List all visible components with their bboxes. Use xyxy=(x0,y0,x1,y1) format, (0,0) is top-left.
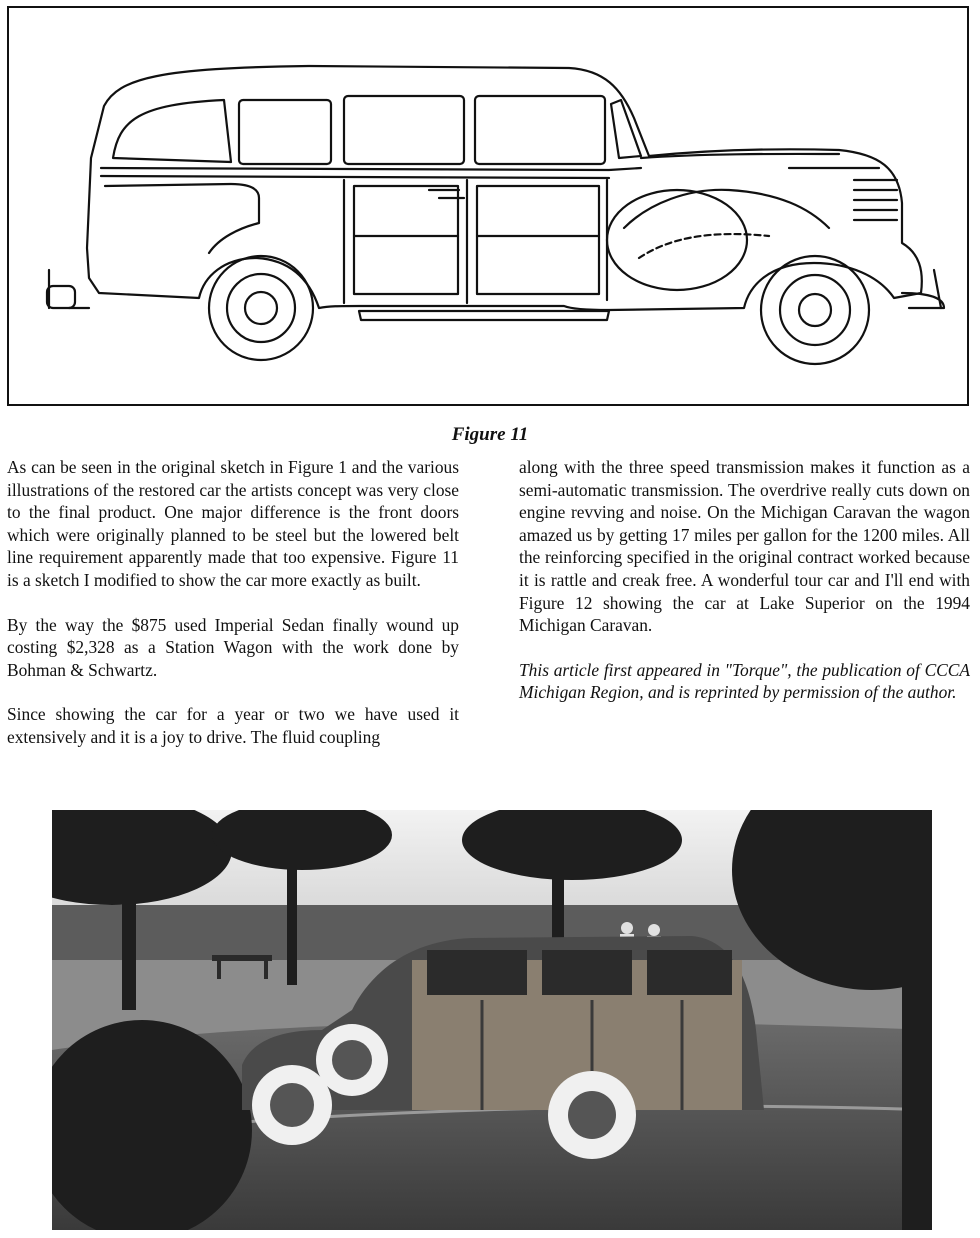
left-text-column xyxy=(7,456,459,771)
body-outline xyxy=(87,66,922,310)
reprint-note: This article first appeared in "Torque", the publication of CCCA Michigan Region, and is reprinted by permission of the author. xyxy=(519,659,970,703)
right-text-column xyxy=(519,456,970,726)
paragraph: By the way the $875 used Imperial Sedan finally wound up costing $2,328 as a Station Wagon with the work done by Bohman & Schwartz. xyxy=(7,614,459,680)
paragraph: along with the three speed transmission makes it function as a semi-automatic transmission. The overdrive really cuts down on engine revving and noise. On the Michigan Caravan the wagon amazed us by getting 17 miles per gallon for the 1200 miles. All the reinforcing specified in the original contract worked because it is rattle and creak free. A wonderful tour car and I'll end with Figure 12 showing the car at Lake Superior on the 1994 Michigan Caravan. xyxy=(519,457,970,636)
figure-caption: Figure 11 xyxy=(451,424,529,445)
paragraph: As can be seen in the original sketch in Figure 1 and the various illustrations of the restored car the artists concept was very close to the final product. One major difference is the front doors which were originally planned to be steel but the lowered belt line requirement apparently made that too expensive. Figure 11 is a sketch I modified to show the car more exactly as built. xyxy=(7,457,459,590)
figure-12-photo xyxy=(52,810,932,1230)
station-wagon-sketch xyxy=(9,8,967,404)
paragraph: Since showing the car for a year or two we have used it extensively and it is a joy to drive. The fluid coupling xyxy=(7,704,459,747)
lake-superior-photo xyxy=(52,810,932,1230)
figure-11-frame xyxy=(7,6,969,406)
